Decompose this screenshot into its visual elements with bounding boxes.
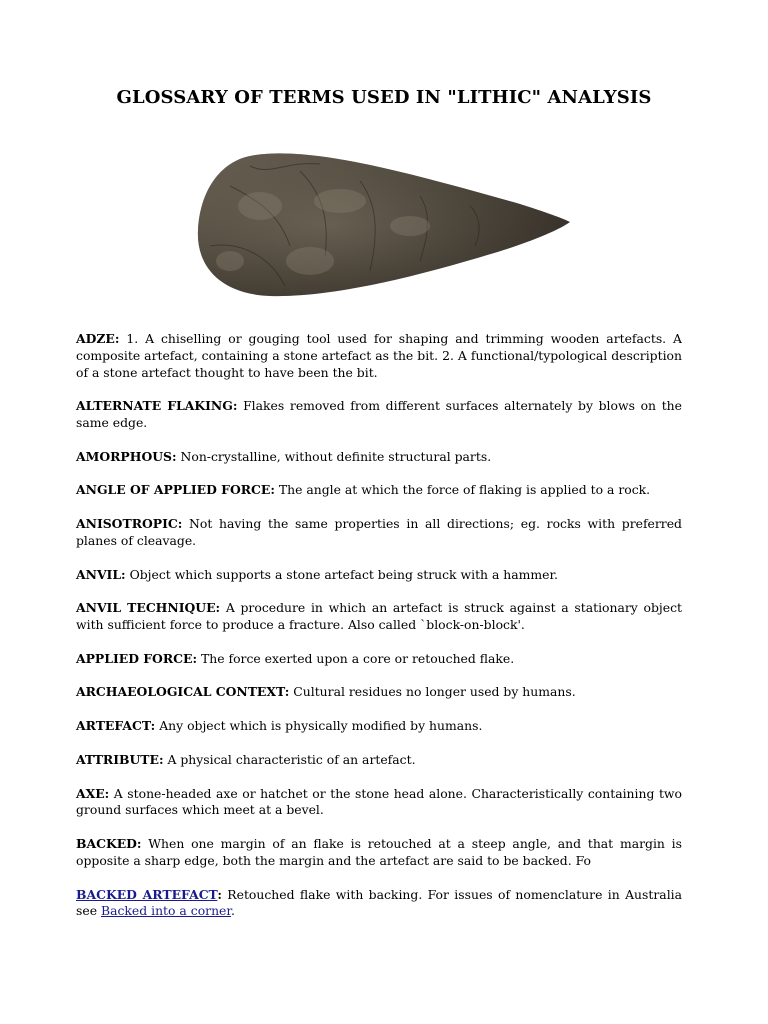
glossary-entry-angle-of-applied-force xyxy=(76,482,682,499)
entry-term: ANVIL TECHNIQUE: xyxy=(76,600,221,616)
entry-term: APPLIED FORCE: xyxy=(76,650,198,666)
entry-term: ATTRIBUTE: xyxy=(76,751,164,767)
entry-definition: Not having the same properties in all directions; eg. rocks with preferred planes of cleavage. xyxy=(76,516,682,548)
backed-artefact-link[interactable]: BACKED ARTEFACT xyxy=(76,886,218,902)
entry-definition: When one margin of an flake is retouched at a steep angle, and that margin is opposite a sharp edge, both the margin and the artefact are said to be backed. Fo xyxy=(76,836,682,868)
glossary-entry-amorphous xyxy=(76,449,682,466)
glossary-entry-artefact xyxy=(76,718,682,735)
entry-term-colon: : xyxy=(217,886,222,902)
glossary-entry-anvil-technique xyxy=(76,600,682,634)
glossary-entry-backed xyxy=(76,836,682,870)
entry-term: BACKED: xyxy=(76,836,142,852)
glossary-entry-applied-force xyxy=(76,651,682,668)
entry-term: ANGLE OF APPLIED FORCE: xyxy=(76,482,275,498)
page-title: GLOSSARY OF TERMS USED IN "LITHIC" ANALYSIS xyxy=(116,87,652,108)
entry-definition: Flakes removed from different surfaces alternately by blows on the same edge. xyxy=(76,398,682,431)
glossary-entry-backed-artefact xyxy=(76,887,682,921)
entry-term: ARTEFACT: xyxy=(76,718,156,734)
entry-term: ARCHAEOLOGICAL CONTEXT: xyxy=(76,684,290,700)
glossary-entry-adze xyxy=(76,331,682,381)
entry-term: ADZE: xyxy=(76,331,120,346)
glossary-entry-anisotropic xyxy=(76,516,682,550)
backed-into-a-corner-link[interactable]: Backed into a corner xyxy=(100,903,231,919)
glossary-entry-alternate-flaking xyxy=(76,398,682,432)
glossary-entry-axe xyxy=(76,786,682,820)
entry-term: ANVIL: xyxy=(76,566,126,582)
entry-definition: A stone-headed axe or hatchet or the stone head alone. Characteristically containing two ground surfaces which meet at a bevel. xyxy=(76,785,682,818)
glossary-entry-attribute xyxy=(76,752,682,769)
entry-definition: A procedure in which an artefact is struck against a stationary object with sufficient force to produce a fracture. Also called `block-on-block'. xyxy=(76,600,682,633)
entry-end-punctuation: . xyxy=(230,903,235,919)
entry-definition: Cultural residues no longer used by humans. xyxy=(289,684,576,700)
entry-term: AMORPHOUS: xyxy=(76,448,177,464)
entry-definition: 1. A chiselling or gouging tool used for shaping and trimming wooden artefacts. A composite artefact, containing a stone artefact as the bit. 2. A functional/typological description of a stone artefact thought to have been the bit. xyxy=(76,331,682,380)
glossary-list xyxy=(76,331,682,937)
glossary-entry-archaeological-context xyxy=(76,684,682,701)
entry-definition: Object which supports a stone artefact being struck with a hammer. xyxy=(125,566,558,582)
entry-term: AXE: xyxy=(76,785,110,801)
entry-definition: Any object which is physically modified by humans. xyxy=(155,718,483,734)
entry-definition: The force exerted upon a core or retouched flake. xyxy=(197,650,515,666)
entry-definition: Non-crystalline, without definite structural parts. xyxy=(176,448,492,464)
entry-definition: The angle at which the force of flaking is applied to a rock. xyxy=(274,482,651,498)
glossary-entry-anvil xyxy=(76,567,682,584)
entry-definition: Retouched flake with backing. For issues of nomenclature in Australia see xyxy=(76,886,683,919)
entry-term: ALTERNATE FLAKING: xyxy=(76,398,238,414)
entry-definition: A physical characteristic of an artefact. xyxy=(163,751,416,767)
entry-term: ANISOTROPIC: xyxy=(76,516,183,532)
stone-tool-image xyxy=(190,146,580,306)
